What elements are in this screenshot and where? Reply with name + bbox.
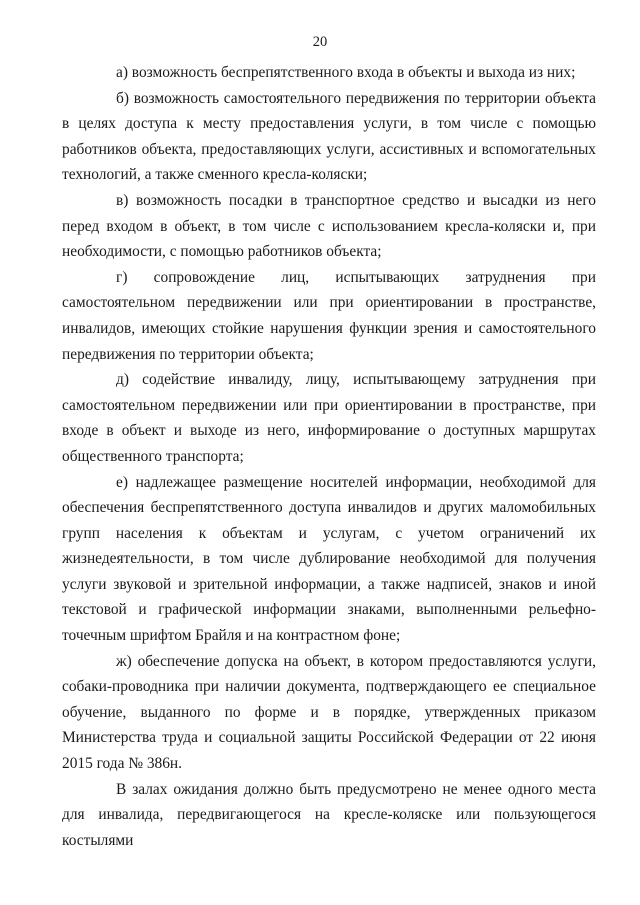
paragraph-d: д) содействие инвалиду, лицу, испытывающему затруднения при самостоятельном передвижении или при ориентировании в пространстве, при входе в объект и выходе из него, информирование о доступных маршрутах общественного транспорта; bbox=[62, 371, 596, 465]
paragraph-b: б) возможность самостоятельного передвижения по территории объекта в целях доступа к месту предоставления услуги, в том числе с помощью работников объекта, предоставляющих услуги, ассистивных и вспомогательных технологий, а также сменного кресла-коляски; bbox=[62, 89, 596, 184]
paragraph-v: в) возможность посадки в транспортное средство и высадки из него перед входом в объект, в том числе с использованием кресла-коляски и, при необходимости, с помощью работников объекта; bbox=[62, 191, 596, 261]
paragraph-g: г) сопровождение лиц, испытывающих затруднения при самостоятельном передвижении или при ориентировании в пространстве, инвалидов, имеющих стойкие нарушения функции зрения и самостоятельного передвижения по территории объекта; bbox=[62, 268, 596, 363]
paragraph-zh: ж) обеспечение допуска на объект, в котором предоставляются услуги, собаки-проводника при наличии документа, подтверждающего ее специальное обучение, выданного по форме и в порядке, утвержденных приказом Министерства труда и социальной защиты Российской Федерации от 22 июня 2015 года № 386н. bbox=[62, 652, 596, 773]
document-body bbox=[62, 60, 596, 853]
page-number: 20 bbox=[312, 34, 328, 50]
paragraph-a: а) возможность беспрепятственного входа в объекты и выхода из них; bbox=[116, 64, 576, 81]
paragraph-e: е) надлежащее размещение носителей информации, необходимой для обеспечения беспрепятственного доступа инвалидов и других маломобильных групп населения к объектам и услугам, с учетом ограничений их жизнедеятельности, в том числе дублирование необходимой для получения услуги звуковой и зрительной информации, а также надписей, знаков и иной текстовой и графической информации знаками, выполненными рельефно-точечным шрифтом Брайля и на контрастном фоне; bbox=[62, 473, 596, 645]
paragraph-waiting-halls: В залах ожидания должно быть предусмотрено не менее одного места для инвалида, передвигающегося на кресле-коляске или пользующегося костылями bbox=[62, 780, 596, 849]
